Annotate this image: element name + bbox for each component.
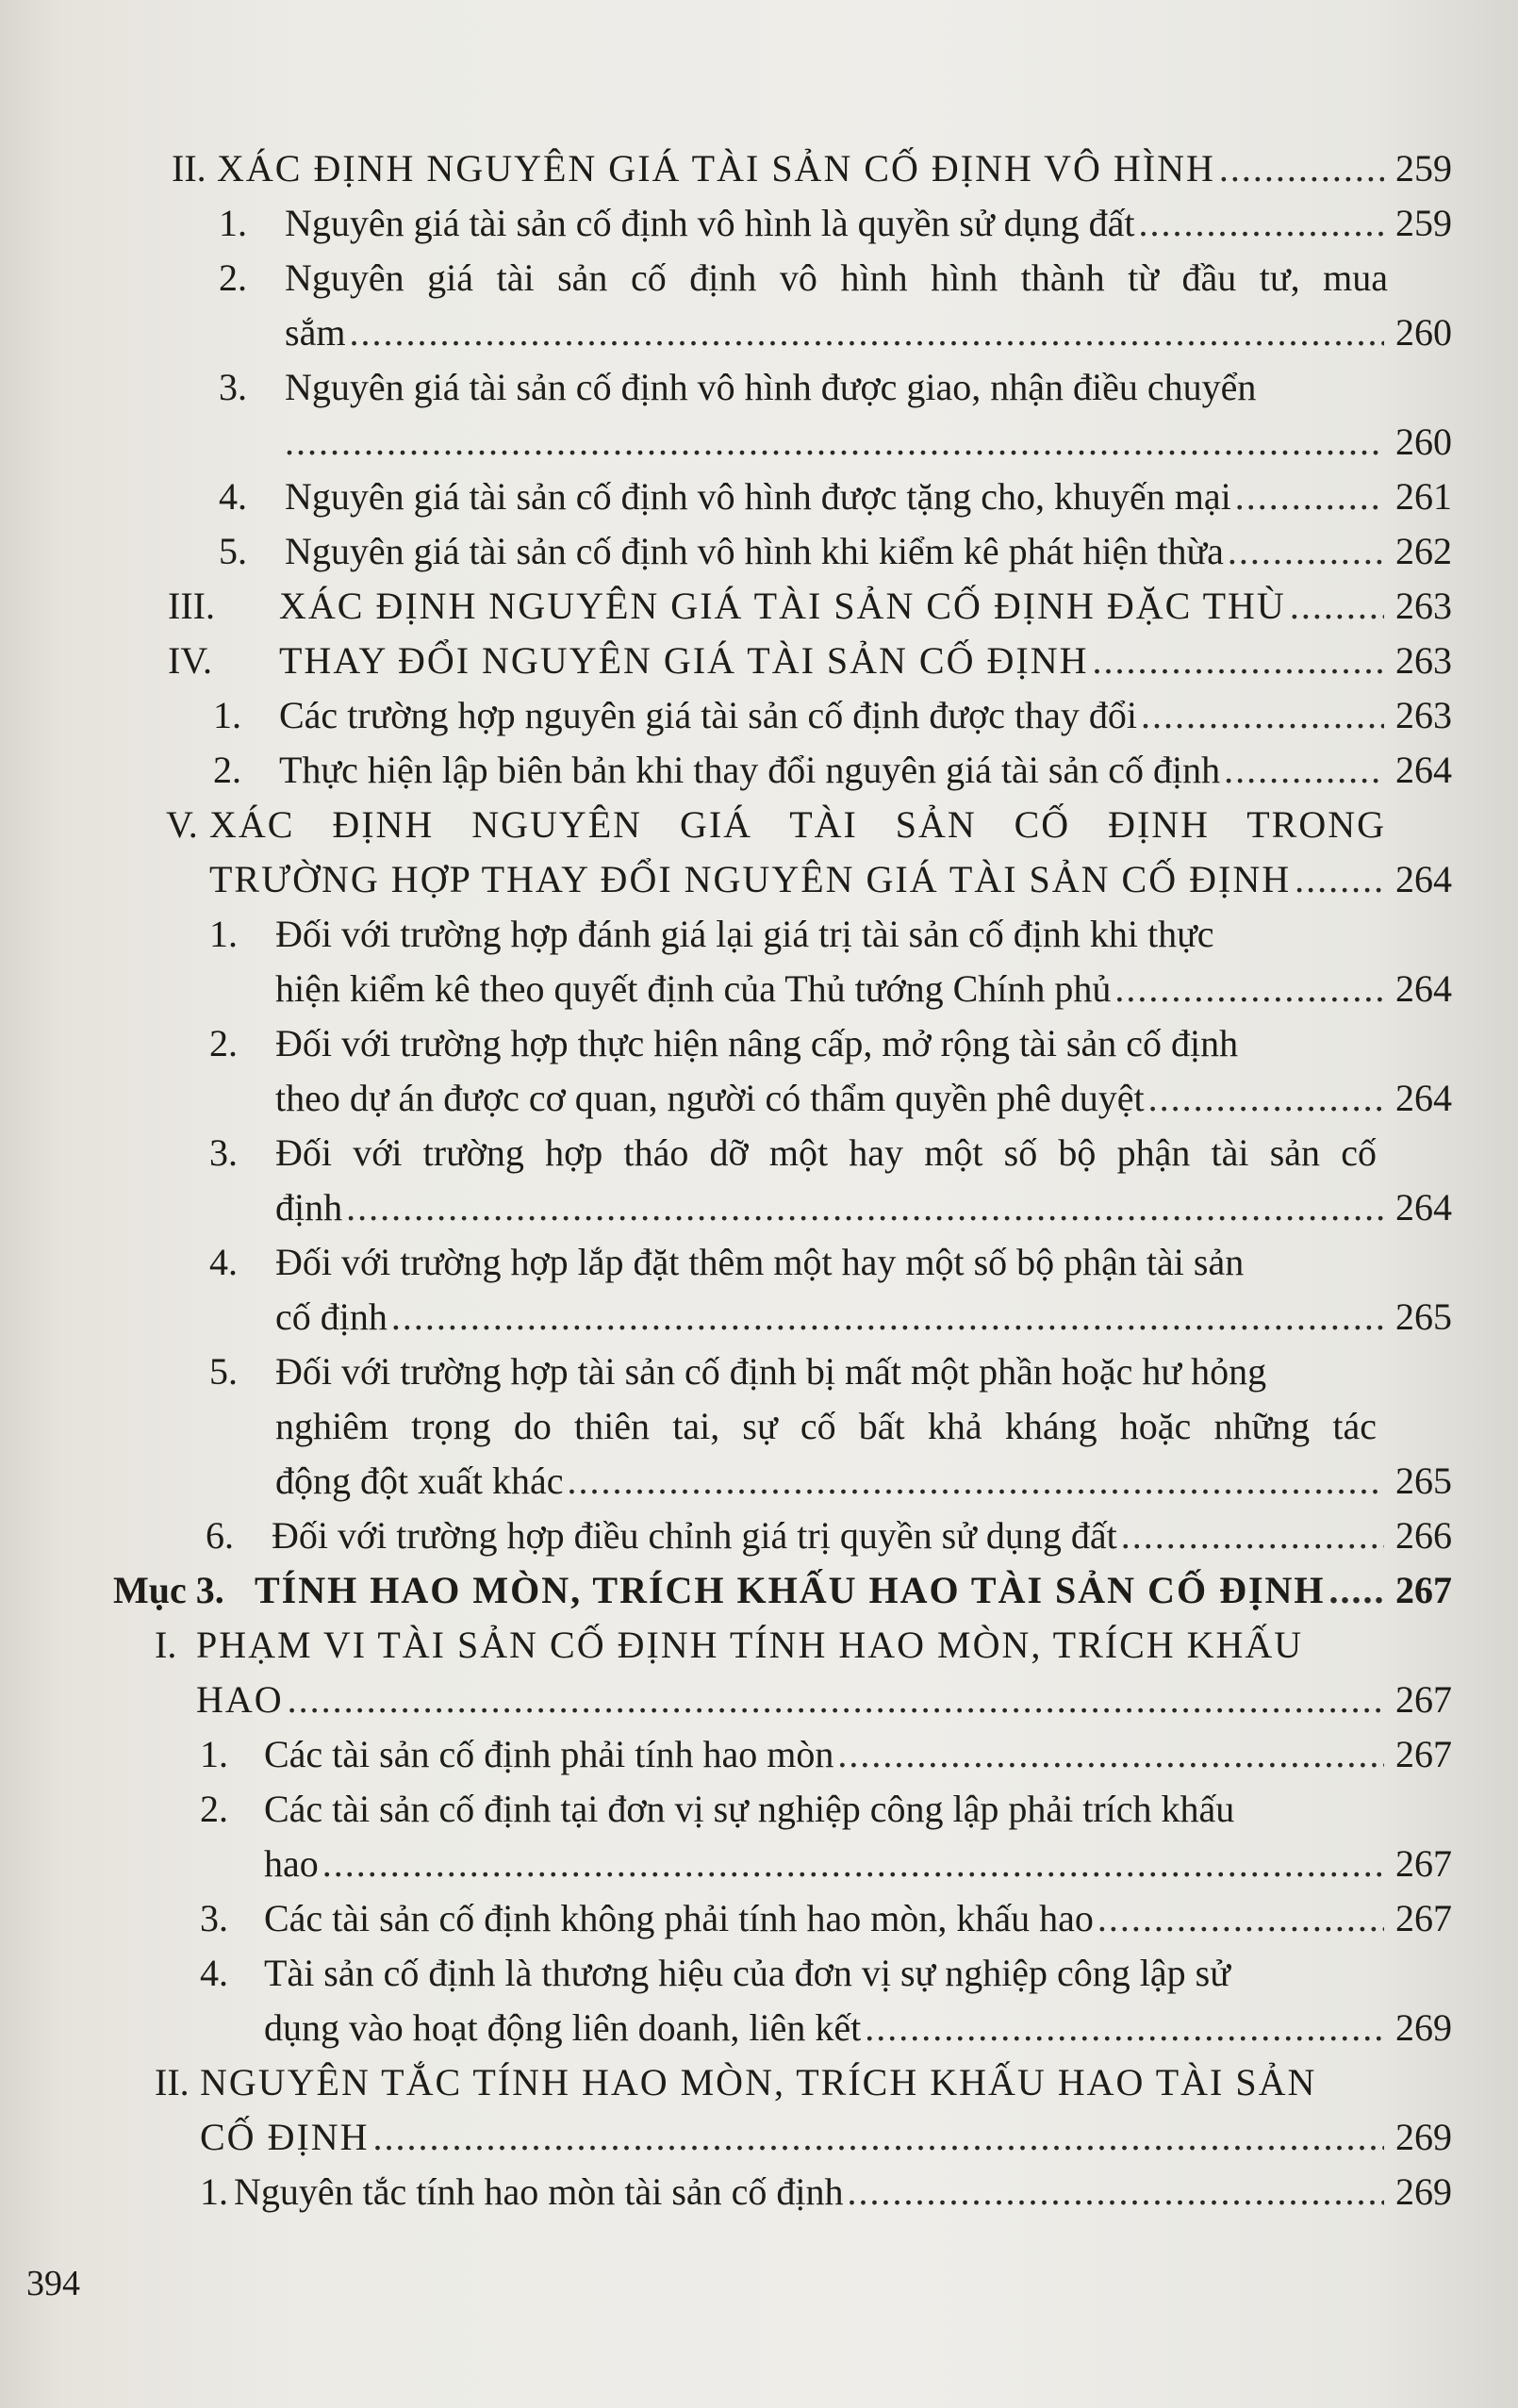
toc-entry-item xyxy=(209,907,1452,1016)
entry-number: III. xyxy=(168,585,215,627)
leader-dots xyxy=(1219,141,1384,196)
toc-entry-item xyxy=(200,1782,1452,1891)
entry-title-line2: cố định xyxy=(275,1295,388,1338)
entry-page: 259 xyxy=(1395,147,1452,190)
entry-title: Các tài sản cố định không phải tính hao mòn, khấu hao xyxy=(264,1897,1094,1939)
toc-entry-item xyxy=(213,743,1452,798)
toc-entry-item xyxy=(219,470,1452,524)
toc-entry-item xyxy=(206,1509,1452,1563)
entry-title: Thực hiện lập biên bản khi thay đổi nguyên giá tài sản cố định xyxy=(279,749,1221,791)
entry-number: II. xyxy=(172,147,206,190)
toc-entry-item xyxy=(219,196,1452,251)
entry-title-line1: Tài sản cố định là thương hiệu của đơn vị sự nghiệp công lập sử xyxy=(264,1952,1230,1994)
leader-dots xyxy=(285,415,1384,470)
entry-title-line1: Đối với trường hợp tháo dỡ một hay một số bộ phận tài sản cố xyxy=(275,1131,1377,1174)
toc-entry-item xyxy=(200,1891,1452,1946)
entry-title-line2: CỐ ĐỊNH xyxy=(200,2116,370,2158)
toc-entry-section-iii xyxy=(168,579,1452,634)
entry-number: 3. xyxy=(200,1897,228,1939)
toc-entry-item xyxy=(209,1126,1452,1235)
entry-page: 264 xyxy=(1395,1186,1452,1229)
toc-entry-item xyxy=(200,2165,1452,2219)
entry-number: 3. xyxy=(219,366,247,408)
entry-title-line1: PHẠM VI TÀI SẢN CỐ ĐỊNH TÍNH HAO MÒN, TRÍCH KHẤU xyxy=(196,1624,1304,1666)
entry-page: 259 xyxy=(1395,202,1452,244)
entry-title-line1: Nguyên giá tài sản cố định vô hình được giao, nhận điều chuyển xyxy=(285,366,1257,408)
leader-dots xyxy=(373,2110,1384,2165)
leader-dots xyxy=(568,1454,1385,1509)
leader-dots xyxy=(1139,196,1384,251)
entry-number: 4. xyxy=(209,1241,238,1283)
entry-title-line2: TRƯỜNG HỢP THAY ĐỔI NGUYÊN GIÁ TÀI SẢN CỐ ĐỊNH xyxy=(209,858,1292,900)
entry-number: 2. xyxy=(209,1022,238,1064)
entry-page: 260 xyxy=(1395,421,1452,463)
toc-entry-item xyxy=(219,524,1452,579)
entry-page: 269 xyxy=(1395,2170,1452,2213)
table-of-contents xyxy=(113,141,1452,2219)
entry-title-line1: Đối với trường hợp lắp đặt thêm một hay một số bộ phận tài sản xyxy=(275,1241,1245,1283)
toc-entry-item xyxy=(213,688,1452,743)
entry-title: XÁC ĐỊNH NGUYÊN GIÁ TÀI SẢN CỐ ĐỊNH VÔ HÌNH xyxy=(217,147,1215,190)
entry-page: 269 xyxy=(1395,2116,1452,2158)
entry-title: Nguyên tắc tính hao mòn tài sản cố định xyxy=(234,2170,844,2213)
leader-dots xyxy=(865,2001,1384,2055)
leader-dots xyxy=(1235,470,1384,524)
toc-entry-item xyxy=(200,1727,1452,1782)
entry-page: 267 xyxy=(1395,1733,1452,1775)
entry-title-line1: NGUYÊN TẮC TÍNH HAO MÒN, TRÍCH KHẤU HAO TÀI SẢN xyxy=(200,2061,1317,2103)
entry-number: 1. xyxy=(219,202,247,244)
toc-entry-item xyxy=(209,1235,1452,1344)
entry-page: 264 xyxy=(1395,1077,1452,1119)
page-number: 394 xyxy=(26,2264,80,2303)
entry-title-line2: hiện kiểm kê theo quyết định của Thủ tướng Chính phủ xyxy=(275,967,1112,1010)
entry-title: Các tài sản cố định phải tính hao mòn xyxy=(264,1733,834,1775)
leader-dots xyxy=(837,1727,1384,1782)
entry-page: 263 xyxy=(1395,585,1452,627)
entry-number: 5. xyxy=(209,1350,238,1393)
leader-dots xyxy=(1114,962,1384,1016)
entry-number: 1. xyxy=(200,2170,228,2213)
leader-dots xyxy=(848,2165,1384,2219)
toc-entry-section-v xyxy=(166,798,1452,907)
leader-dots xyxy=(349,305,1384,360)
leader-dots xyxy=(322,1837,1384,1891)
leader-dots xyxy=(346,1180,1384,1235)
leader-dots xyxy=(1092,634,1384,688)
leader-dots xyxy=(1329,1563,1384,1618)
entry-number: V. xyxy=(166,803,198,846)
entry-page: 265 xyxy=(1395,1460,1452,1502)
entry-page: 267 xyxy=(1395,1678,1452,1721)
entry-title-line2: dụng vào hoạt động liên doanh, liên kết xyxy=(264,2006,862,2049)
entry-number: 5. xyxy=(219,530,247,572)
entry-title-line1: Đối với trường hợp đánh giá lại giá trị tài sản cố định khi thực xyxy=(275,913,1214,955)
entry-number: 1. xyxy=(209,913,238,955)
entry-title: Đối với trường hợp điều chỉnh giá trị quyền sử dụng đất xyxy=(272,1514,1117,1557)
entry-title: XÁC ĐỊNH NGUYÊN GIÁ TÀI SẢN CỐ ĐỊNH ĐẶC THÙ xyxy=(279,585,1286,627)
entry-number: 6. xyxy=(206,1514,234,1557)
entry-page: 261 xyxy=(1395,475,1452,518)
entry-number: 2. xyxy=(200,1788,228,1830)
toc-entry-item xyxy=(219,251,1452,360)
entry-number: 1. xyxy=(213,694,241,736)
entry-page: 266 xyxy=(1395,1514,1452,1557)
entry-title: TÍNH HAO MÒN, TRÍCH KHẤU HAO TÀI SẢN CỐ ĐỊNH xyxy=(255,1569,1326,1611)
entry-page: 267 xyxy=(1395,1842,1452,1885)
entry-title-line2: HAO xyxy=(196,1678,284,1721)
entry-title: THAY ĐỔI NGUYÊN GIÁ TÀI SẢN CỐ ĐỊNH xyxy=(279,639,1089,682)
entry-title: Nguyên giá tài sản cố định vô hình được tặng cho, khuyến mại xyxy=(285,475,1231,518)
toc-entry-item xyxy=(219,360,1452,470)
entry-number: IV. xyxy=(168,639,213,682)
entry-title: Nguyên giá tài sản cố định vô hình là quyền sử dụng đất xyxy=(285,202,1135,244)
entry-title: Các trường hợp nguyên giá tài sản cố định được thay đổi xyxy=(279,694,1137,736)
toc-entry-muc-3 xyxy=(113,1563,1452,1618)
leader-dots xyxy=(391,1290,1384,1344)
entry-number: 2. xyxy=(219,256,247,299)
entry-page: 264 xyxy=(1395,749,1452,791)
toc-entry-section-ii xyxy=(172,141,1452,196)
leader-dots xyxy=(288,1673,1384,1727)
leader-dots xyxy=(1295,852,1384,907)
entry-number: Mục 3. xyxy=(113,1569,224,1611)
entry-title-line1: XÁC ĐỊNH NGUYÊN GIÁ TÀI SẢN CỐ ĐỊNH TRONG xyxy=(209,803,1386,846)
entry-title-line2: sắm xyxy=(285,311,346,354)
entry-page: 269 xyxy=(1395,2006,1452,2049)
entry-page: 265 xyxy=(1395,1295,1452,1338)
entry-number: I. xyxy=(155,1624,177,1666)
entry-page: 263 xyxy=(1395,694,1452,736)
leader-dots xyxy=(1141,688,1384,743)
entry-page: 267 xyxy=(1395,1897,1452,1939)
entry-title-line3: động đột xuất khác xyxy=(275,1460,564,1502)
leader-dots xyxy=(1148,1071,1384,1126)
entry-number: 1. xyxy=(200,1733,228,1775)
entry-page: 262 xyxy=(1395,530,1452,572)
entry-title-line2: nghiêm trọng do thiên tai, sự cố bất khả kháng hoặc những tác xyxy=(275,1405,1377,1447)
leader-dots xyxy=(1121,1509,1384,1563)
leader-dots xyxy=(1290,579,1384,634)
entry-title-line1: Các tài sản cố định tại đơn vị sự nghiệp công lập phải trích khấu xyxy=(264,1788,1235,1830)
entry-title-line1: Nguyên giá tài sản cố định vô hình hình thành từ đầu tư, mua xyxy=(285,256,1388,299)
entry-title-line2: hao xyxy=(264,1842,319,1885)
toc-entry-section-i xyxy=(155,1618,1452,1727)
leader-dots xyxy=(1097,1891,1384,1946)
leader-dots xyxy=(1228,524,1384,579)
entry-title-line1: Đối với trường hợp tài sản cố định bị mất một phần hoặc hư hỏng xyxy=(275,1350,1267,1393)
entry-title-line2: theo dự án được cơ quan, người có thẩm quyền phê duyệt xyxy=(275,1077,1145,1119)
entry-page: 263 xyxy=(1395,639,1452,682)
entry-number: 4. xyxy=(219,475,247,518)
entry-page: 260 xyxy=(1395,311,1452,354)
entry-title: Nguyên giá tài sản cố định vô hình khi kiểm kê phát hiện thừa xyxy=(285,530,1224,572)
entry-number: 4. xyxy=(200,1952,228,1994)
entry-number: II. xyxy=(155,2061,190,2103)
toc-entry-item xyxy=(200,1946,1452,2055)
toc-entry-section-ii-b xyxy=(155,2055,1452,2165)
entry-number: 3. xyxy=(209,1131,238,1174)
entry-page: 267 xyxy=(1395,1569,1452,1611)
entry-number: 2. xyxy=(213,749,241,791)
entry-page: 264 xyxy=(1395,967,1452,1010)
toc-entry-section-iv xyxy=(168,634,1452,688)
entry-title-line2: định xyxy=(275,1186,343,1229)
toc-entry-item xyxy=(209,1344,1452,1509)
leader-dots xyxy=(1224,743,1384,798)
entry-page: 264 xyxy=(1395,858,1452,900)
toc-entry-item xyxy=(209,1016,1452,1126)
entry-title-line1: Đối với trường hợp thực hiện nâng cấp, mở rộng tài sản cố định xyxy=(275,1022,1239,1064)
